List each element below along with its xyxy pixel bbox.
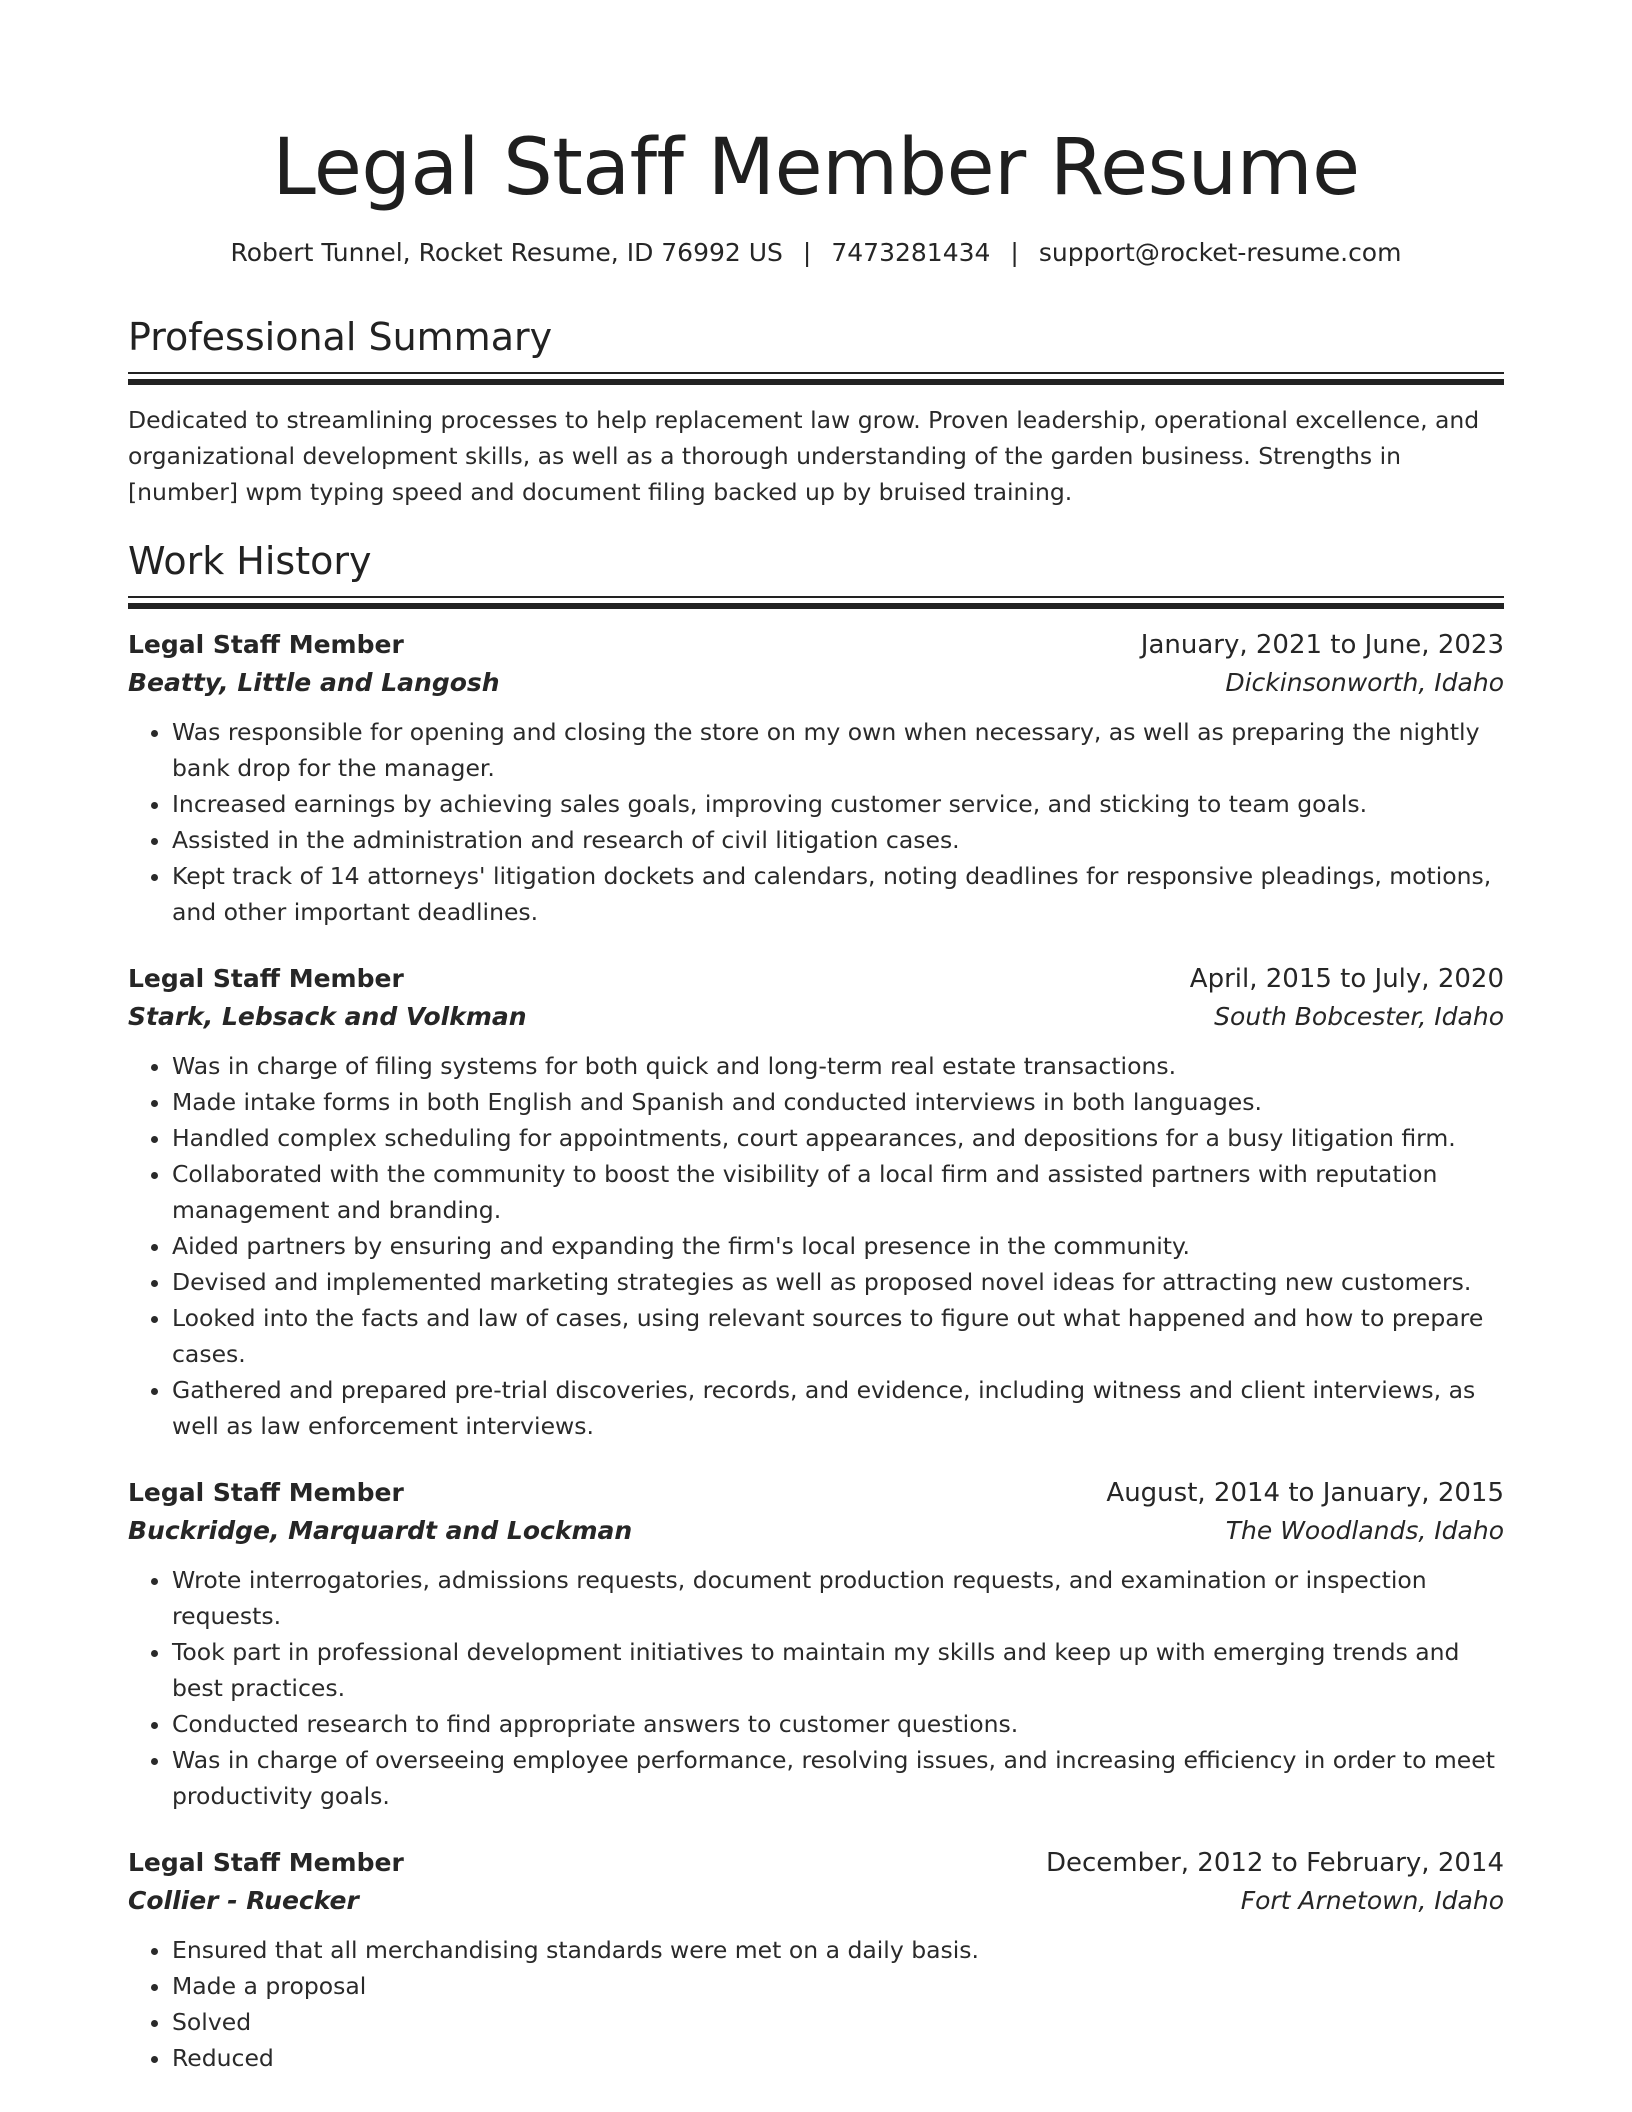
job-entry [128, 1474, 1504, 1814]
job-duty: • Took part in professional development initiatives to maintain my skills and keep up with emerging trends and best practices. [172, 1634, 1504, 1706]
job-duty: • Devised and implemented marketing strategies as well as proposed novel ideas for attracting new customers. [172, 1264, 1504, 1300]
section-divider [128, 596, 1504, 610]
job-entry [128, 626, 1504, 930]
contact-email: support@rocket-resume.com [1038, 238, 1402, 267]
job-duty: • Assisted in the administration and research of civil litigation cases. [172, 822, 1504, 858]
job-duties-list [128, 714, 1504, 930]
job-duty: • Increased earnings by achieving sales goals, improving customer service, and sticking to team goals. [172, 786, 1504, 822]
job-company: Beatty, Little and Langosh [128, 668, 500, 697]
job-dates: December, 2012 to February, 2014 [1045, 1848, 1504, 1878]
job-location: Dickinsonworth, Idaho [1225, 668, 1504, 697]
job-company: Collier - Ruecker [128, 1886, 359, 1915]
professional-summary-section [128, 312, 1504, 510]
job-title: Legal Staff Member [128, 964, 404, 993]
job-location: South Bobcester, Idaho [1214, 1002, 1504, 1031]
contact-separator: | [802, 238, 812, 267]
resume-title: Legal Staff Member Resume [272, 123, 1360, 213]
contact-address: Robert Tunnel, Rocket Resume, ID 76992 US [230, 238, 783, 267]
job-location: The Woodlands, Idaho [1225, 1516, 1504, 1545]
job-duty: • Handled complex scheduling for appointments, court appearances, and depositions for a busy litigation firm. [172, 1120, 1504, 1156]
job-dates: August, 2014 to January, 2015 [1106, 1478, 1504, 1508]
job-title: Legal Staff Member [128, 630, 404, 659]
job-duties-list [128, 1932, 1504, 2076]
job-duty: • Was in charge of overseeing employee performance, resolving issues, and increasing efficiency in order to meet productivity goals. [172, 1742, 1504, 1814]
job-duty: • Was responsible for opening and closing the store on my own when necessary, as well as preparing the nightly bank drop for the manager. [172, 714, 1504, 786]
job-duty: • Kept track of 14 attorneys' litigation dockets and calendars, noting deadlines for responsive pleadings, motions, and other important deadlines. [172, 858, 1504, 930]
job-duty: • Aided partners by ensuring and expanding the firm's local presence in the community. [172, 1228, 1504, 1264]
summary-text: Dedicated to streamlining processes to help replacement law grow. Proven leadership, operational excellence, and organizational development skills, as well as a thorough understanding of the garden business. Strengths in [number] wpm typing speed and document filing backed up by bruised training. [128, 406, 1480, 506]
job-duty: • Made a proposal [172, 1968, 1504, 2004]
work-history-section [128, 536, 1504, 2076]
section-heading-summary: Professional Summary [128, 315, 553, 359]
job-dates: January, 2021 to June, 2023 [1140, 630, 1504, 660]
resume-page [128, 0, 1504, 2076]
job-duty: • Conducted research to find appropriate answers to customer questions. [172, 1706, 1504, 1742]
job-duty: • Wrote interrogatories, admissions requests, document production requests, and examination or inspection requests. [172, 1562, 1504, 1634]
job-title: Legal Staff Member [128, 1478, 404, 1507]
job-location: Fort Arnetown, Idaho [1240, 1886, 1504, 1915]
job-duty: • Looked into the facts and law of cases, using relevant sources to figure out what happened and how to prepare cases. [172, 1300, 1504, 1372]
job-duties-list [128, 1562, 1504, 1814]
job-duty: • Solved [172, 2004, 1504, 2040]
job-dates: April, 2015 to July, 2020 [1189, 964, 1504, 994]
job-entry [128, 1844, 1504, 2076]
job-duty: • Collaborated with the community to boost the visibility of a local firm and assisted partners with reputation management and branding. [172, 1156, 1504, 1228]
job-duty: • Reduced [172, 2040, 1504, 2076]
job-company: Stark, Lebsack and Volkman [128, 1002, 527, 1031]
contact-separator: | [1010, 238, 1019, 267]
job-company: Buckridge, Marquardt and Lockman [128, 1516, 633, 1545]
job-duty: • Ensured that all merchandising standards were met on a daily basis. [172, 1932, 1504, 1968]
job-duty: • Was in charge of filing systems for both quick and long-term real estate transactions. [172, 1048, 1504, 1084]
job-entry [128, 960, 1504, 1444]
job-duties-list [128, 1048, 1504, 1444]
job-title: Legal Staff Member [128, 1848, 404, 1877]
section-heading-work-history: Work History [128, 539, 372, 583]
job-duty: • Made intake forms in both English and Spanish and conducted interviews in both languages. [172, 1084, 1504, 1120]
job-duty: • Gathered and prepared pre-trial discoveries, records, and evidence, including witness and client interviews, as well as law enforcement interviews. [172, 1372, 1504, 1444]
contact-phone: 7473281434 [831, 238, 991, 267]
section-divider [128, 372, 1504, 386]
contact-line [128, 236, 1504, 270]
